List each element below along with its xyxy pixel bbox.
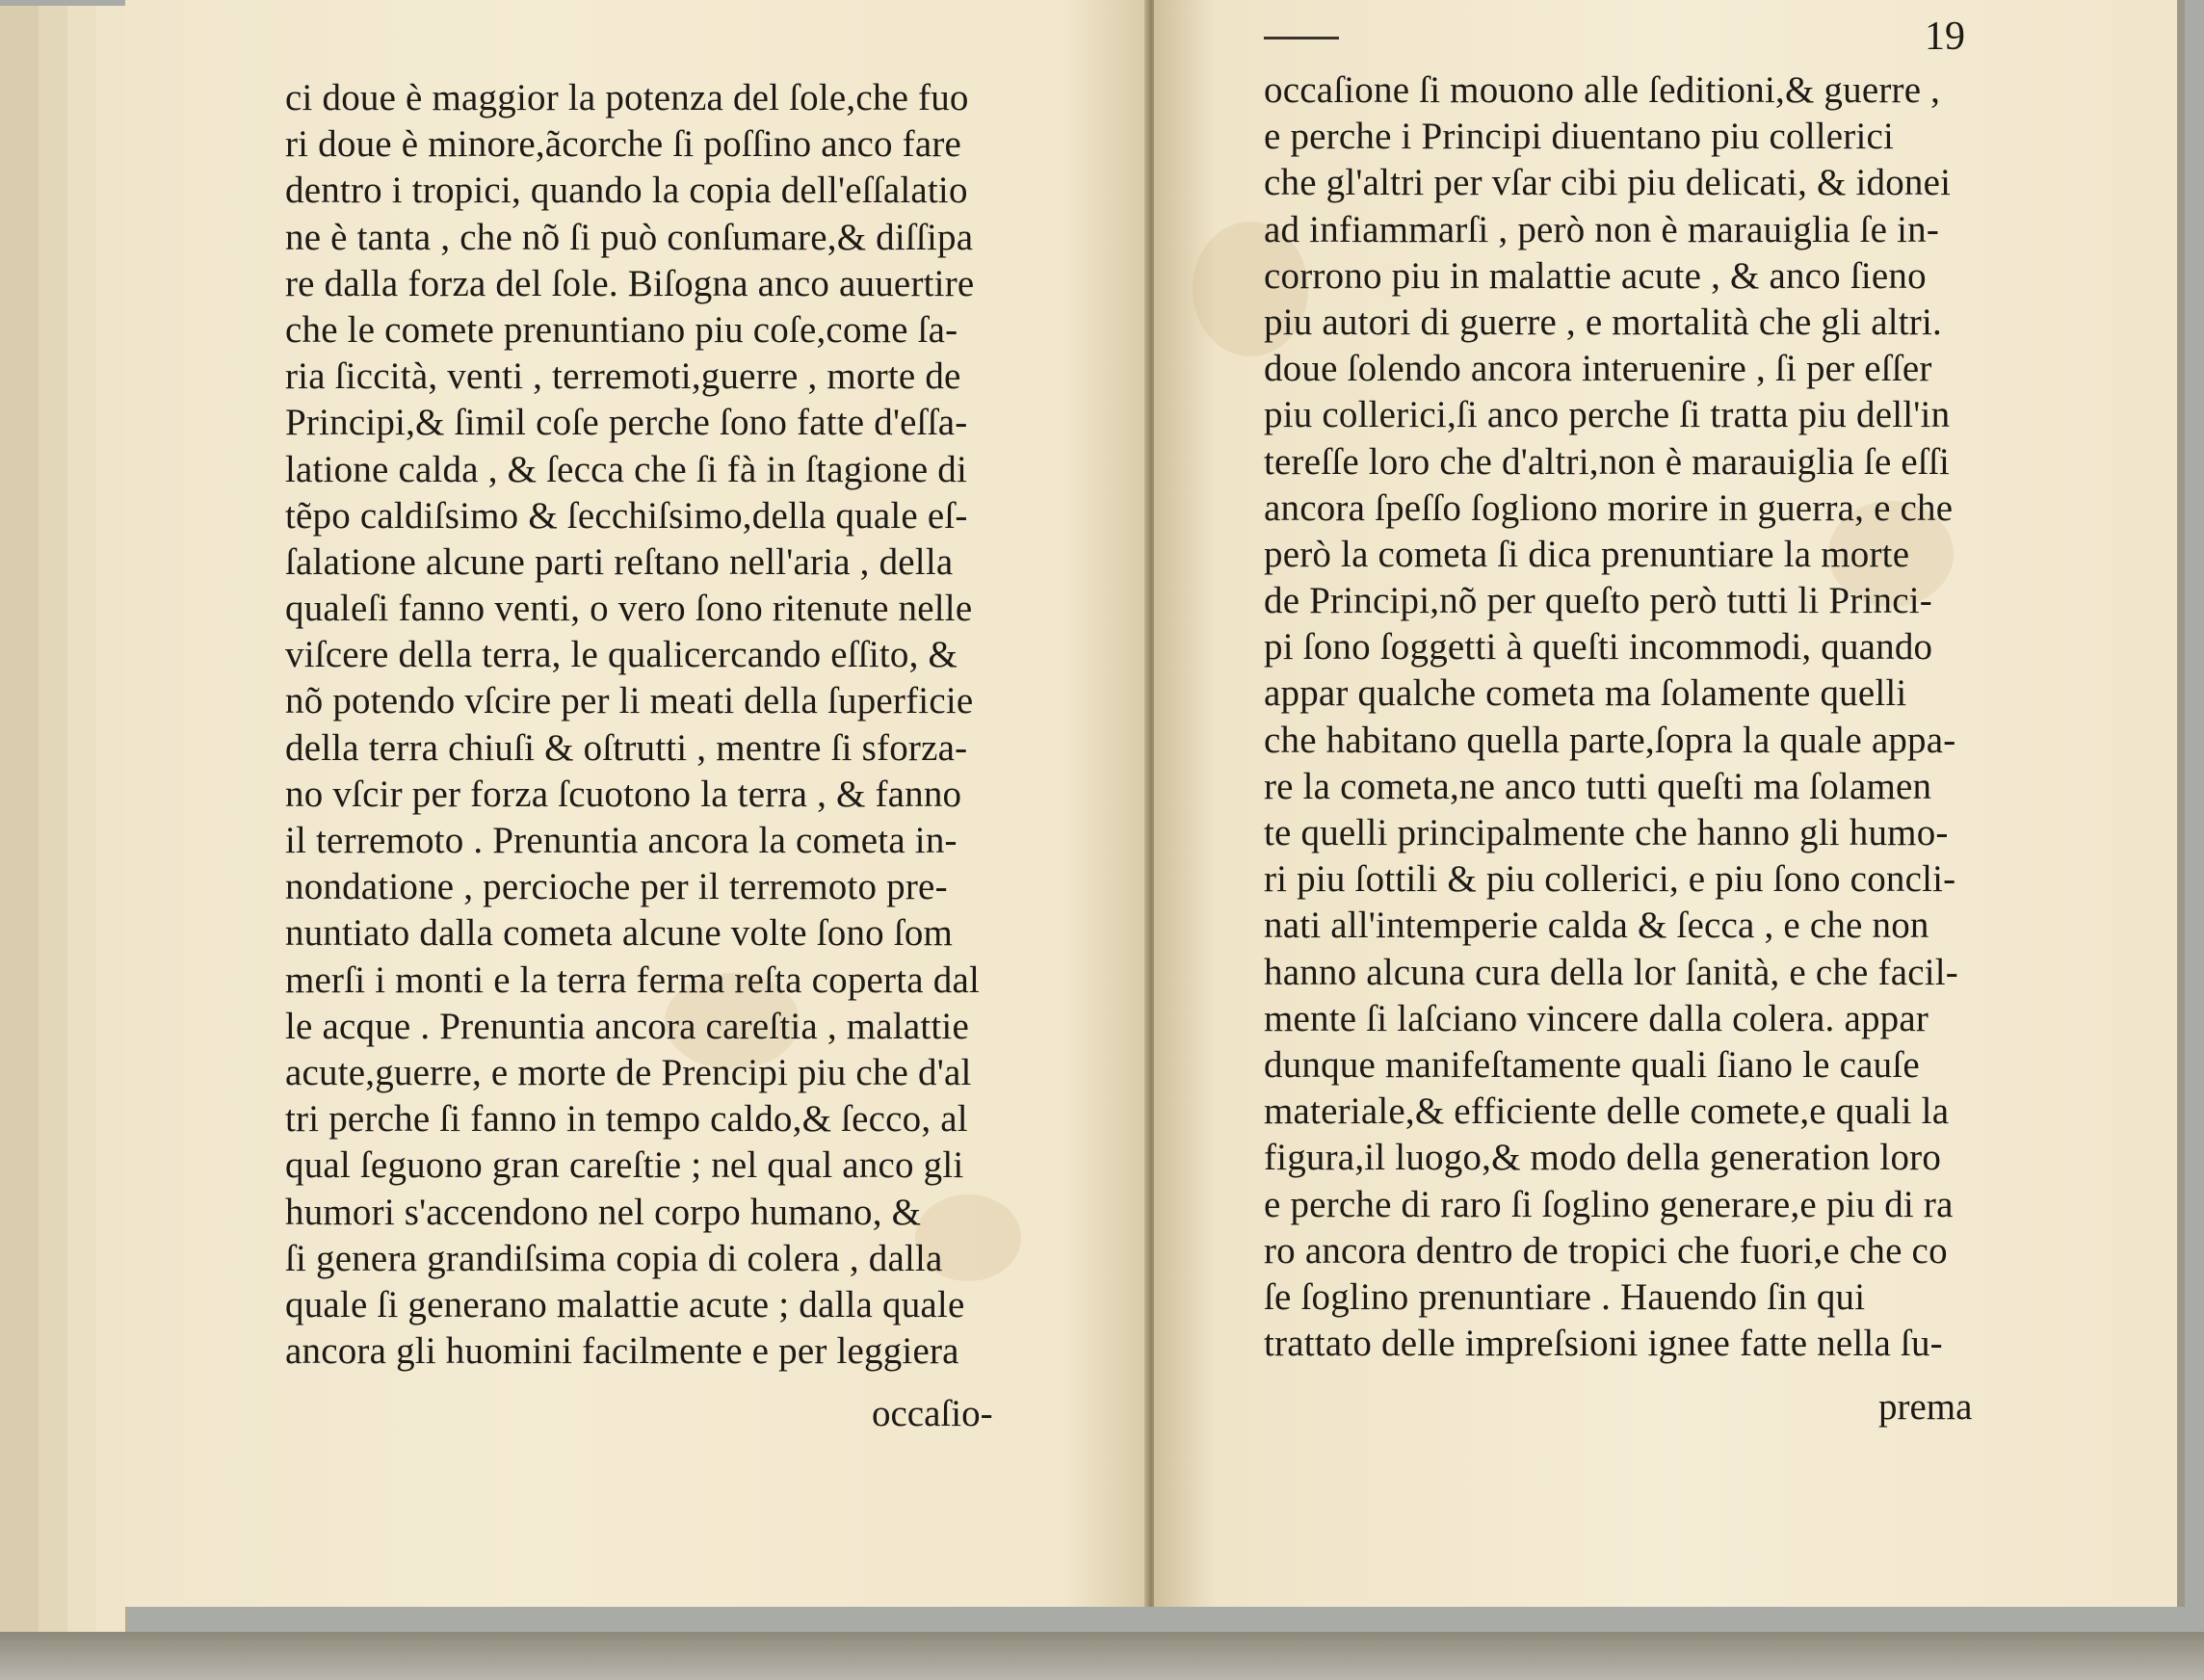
text-line: piu autori di guerre , e mortalità che gli altri. (1264, 301, 1942, 343)
text-line: latione calda , & ſecca che ſi fà in ſtagione di (285, 448, 968, 490)
text-line: ri doue è minore,ãcorche ſi poſſino anco fare (285, 123, 962, 166)
header-rule (1264, 37, 1339, 39)
page-number: 19 (1925, 14, 1965, 59)
page-stack-edge (39, 6, 69, 1651)
text-line: Principi,& ſimil coſe perche ſono fatte d'eſſa- (285, 402, 968, 444)
text-line: ſi genera grandiſsima copia di colera , dalla (285, 1237, 943, 1279)
right-catchword: prema (1878, 1386, 1973, 1428)
text-line: ancora gli huomini facilmente e per leggiera (285, 1330, 959, 1373)
text-line: hanno alcuna cura della lor ſanità, e che facil- (1264, 951, 1958, 993)
text-line: acute,guerre, e morte de Prencipi piu che d'al (285, 1051, 972, 1093)
text-line: nondatione , percioche per il terremoto pre- (285, 866, 948, 908)
text-line: nuntiato dalla cometa alcune volte ſono ſom (285, 912, 954, 955)
left-page-text (285, 75, 1056, 1375)
page-stack-edge (0, 6, 40, 1651)
text-line: ancora ſpeſſo ſogliono morire in guerra, e che (1264, 486, 1954, 529)
text-line: che habitano quella parte,ſopra la quale appa- (1264, 719, 1956, 761)
text-line: occaſione ſi mouono alle ſeditioni,& guerre , (1264, 69, 1941, 111)
text-line: trattato delle impreſsioni ignee fatte nella ſu- (1264, 1323, 1943, 1365)
text-line: quale ſi generano malattie acute ; dalla quale (285, 1283, 965, 1326)
text-line: nati all'intemperie calda & ſecca , e che non (1264, 905, 1929, 947)
text-line: ria ſiccità, venti , terremoti,guerre , morte de (285, 355, 961, 398)
left-catchword: occaſio- (872, 1393, 993, 1434)
text-line: ad infiammarſi , però non è marauiglia ſe in- (1264, 208, 1940, 250)
text-line: viſcere della terra, le qualicercando eſſito, & (285, 634, 958, 676)
text-line: materiale,& efficiente delle comete,e quali la (1264, 1090, 1950, 1133)
text-line: e perche i Principi diuentano piu collerici (1264, 116, 1895, 158)
book-binding-shadow (0, 1632, 2204, 1680)
text-line: ne è tanta , che nõ ſi può conſumare,& diſſipa (285, 216, 974, 258)
text-line: de Principi,nõ per queſto però tutti li Princi- (1264, 580, 1932, 622)
text-line: che gl'altri per vſar cibi piu delicati, & idonei (1264, 162, 1952, 204)
text-line: re la cometa,ne anco tutti queſti ma ſolamen (1264, 765, 1932, 807)
text-line: qualeſi fanno venti, o vero ſono ritenute nelle (285, 588, 973, 630)
text-line: dunque manifeſtamente quali ſiano le cauſe (1264, 1043, 1920, 1086)
text-line: corrono piu in malattie acute , & anco ſieno (1264, 254, 1927, 297)
text-line: re dalla forza del ſole. Biſogna anco auuertire (285, 262, 975, 304)
text-line: nõ potendo vſcire per li meati della ſuperficie (285, 680, 974, 722)
text-line: ſalatione alcune parti reſtano nell'aria , della (285, 540, 954, 583)
page-stack-edge (96, 6, 127, 1651)
text-line: no vſcir per forza ſcuotono la terra , & fanno (285, 773, 962, 815)
text-line: dentro i tropici, quando la copia dell'eſſalatio (285, 170, 968, 212)
text-line: tri perche ſi fanno in tempo caldo,& ſecco, al (285, 1098, 968, 1141)
text-line: doue ſolendo ancora interuenire , ſi per eſſer (1264, 348, 1932, 390)
text-line: mente ſi laſciano vincere dalla colera. appar (1264, 997, 1929, 1039)
text-line: il terremoto . Prenuntia ancora la cometa in- (285, 820, 958, 861)
text-line: ſe ſoglino prenuntiare . Hauendo ſin qui (1264, 1275, 1866, 1318)
text-line: però la cometa ſi dica prenuntiare la morte (1264, 533, 1910, 575)
text-line: della terra chiuſi & oſtrutti , mentre ſi sforza- (285, 726, 968, 769)
text-line: e perche di raro ſi ſoglino generare,e piu di ra (1264, 1183, 1954, 1225)
text-line: humori s'accendono nel corpo humano, & (285, 1191, 922, 1233)
text-line: te quelli principalmente che hanno gli humo- (1264, 812, 1949, 853)
text-line: pi ſono ſoggetti à queſti incommodi, quando (1264, 626, 1933, 669)
text-line: piu collerici,ſi anco perche ſi tratta piu dell'in (1264, 394, 1951, 436)
text-line: ro ancora dentro de tropici che fuori,e che co (1264, 1229, 1948, 1272)
text-line: merſi i monti e la terra ferma reſta coperta dal (285, 958, 980, 1001)
page-stack-edge (67, 6, 98, 1651)
text-line: figura,il luogo,& modo della generation loro (1264, 1137, 1942, 1179)
text-line: qual ſeguono gran careſtie ; nel qual anco gli (285, 1144, 964, 1187)
text-line: che le comete prenuntiano piu coſe,come ſa- (285, 308, 958, 351)
text-line: le acque . Prenuntia ancora careſtia , malattie (285, 1005, 969, 1047)
text-line: ci doue è maggior la potenza del ſole,che fuo (285, 77, 969, 118)
text-line: tẽpo caldiſsimo & ſecchiſsimo,della quale eſ- (285, 494, 968, 537)
text-line: tereſſe loro che d'altri,non è marauiglia ſe eſſi (1264, 440, 1951, 483)
right-page-text (1264, 67, 2063, 1367)
text-line: appar qualche cometa ma ſolamente quelli (1264, 672, 1907, 715)
text-line: ri piu ſottili & piu collerici, e piu ſono concli- (1264, 858, 1956, 901)
